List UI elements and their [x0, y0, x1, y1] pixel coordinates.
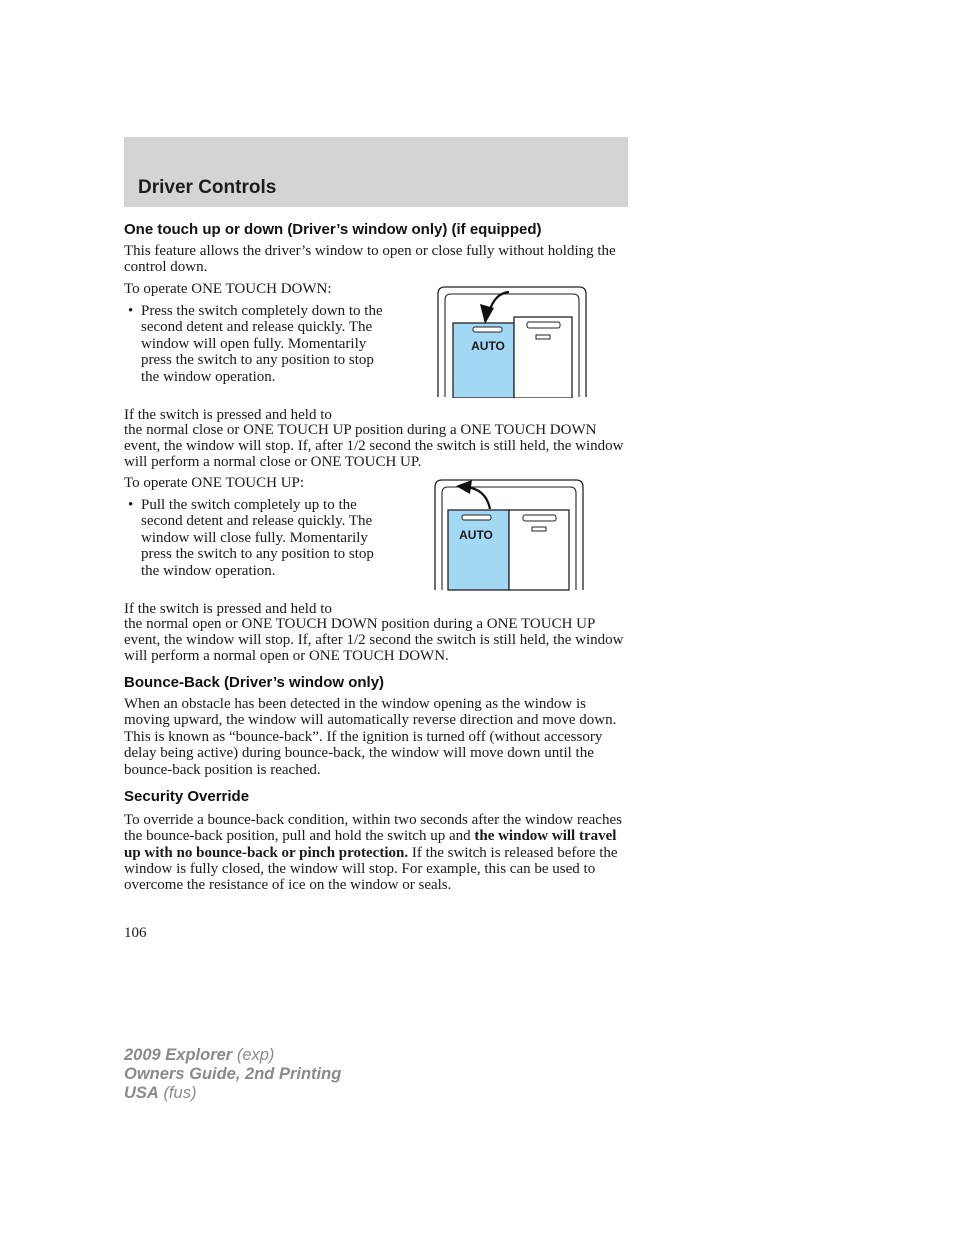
switch-driver-auto	[453, 323, 514, 398]
footer-model-code: (exp)	[236, 1046, 275, 1064]
footer-model: 2009 Explorer	[124, 1046, 233, 1064]
one-touch-up-label: To operate ONE TOUCH UP:	[124, 475, 305, 491]
bullet-dot: •	[128, 303, 134, 319]
security-text-part-1: To override a bounce-back condition, within two seconds after the window reaches the bounce-back position, pull and hold the switch up and	[124, 812, 622, 845]
bullet-text: Press the switch completely down to the second detent and release quickly. The window will open fully. Momentarily press the switch to any position to stop the window operation.	[141, 303, 383, 385]
heading-one-touch: One touch up or down (Driver’s window only) (if equipped)	[124, 221, 542, 238]
auto-label: AUTO	[459, 528, 493, 542]
security-text-bold: the window will travel up with no bounce-back or pinch protection.	[124, 828, 617, 861]
bullet-text: Pull the switch completely up to the second detent and release quickly. The window will close fully. Momentarily press the switch to any position to stop the window operation.	[141, 497, 374, 579]
footer-market-code: (fus)	[163, 1084, 197, 1102]
one-touch-up-bullet	[124, 497, 386, 579]
switch-passenger	[509, 510, 569, 590]
switch-driver-auto	[448, 510, 509, 590]
security-override-text	[124, 812, 628, 893]
one-touch-down-figure	[437, 286, 587, 398]
page-number: 106	[124, 925, 147, 941]
switch-passenger	[514, 317, 572, 398]
security-text-part-2: If the switch is released before the window is fully closed, the window will stop. For example, this can be used to overcome the resistance of ice on the window or seals.	[124, 844, 618, 894]
footer	[124, 1046, 341, 1103]
heading-security-override: Security Override	[124, 788, 250, 805]
one-touch-down-bullet	[124, 303, 386, 385]
footer-market: USA	[124, 1084, 159, 1102]
one-touch-up-note-lead: If the switch is pressed and held to	[124, 601, 332, 617]
one-touch-down-label: To operate ONE TOUCH DOWN:	[124, 281, 332, 297]
heading-bounce-back: Bounce-Back (Driver’s window only)	[124, 674, 385, 691]
auto-label: AUTO	[471, 339, 505, 353]
bounce-back-text: When an obstacle has been detected in the window opening as the window is moving upward, the window will automatically reverse direction and move down. This is known as “bounce-back”. If the ignition is turned off (without accessory delay being active) during bounce-back, the window will move down until the bounce-back position is reached.	[124, 696, 617, 778]
one-touch-up-note: the normal open or ONE TOUCH DOWN position during a ONE TOUCH UP event, the window will stop. If, after 1/2 second the switch is still held, the window will perform a normal open or ONE TOUCH DOWN.	[124, 616, 624, 665]
bullet-dot: •	[128, 497, 134, 513]
one-touch-down-note: the normal close or ONE TOUCH UP position during a ONE TOUCH DOWN event, the window will stop. If, after 1/2 second the switch is still held, the window will perform a normal close or ONE TOUCH UP.	[124, 422, 624, 471]
footer-guide: Owners Guide, 2nd Printing	[124, 1065, 342, 1083]
one-touch-down-note-lead: If the switch is pressed and held to	[124, 407, 332, 423]
one-touch-intro: This feature allows the driver’s window to open or close fully without holding the control down.	[124, 243, 616, 276]
one-touch-up-figure	[434, 479, 584, 591]
page-title: Driver Controls	[138, 177, 277, 198]
